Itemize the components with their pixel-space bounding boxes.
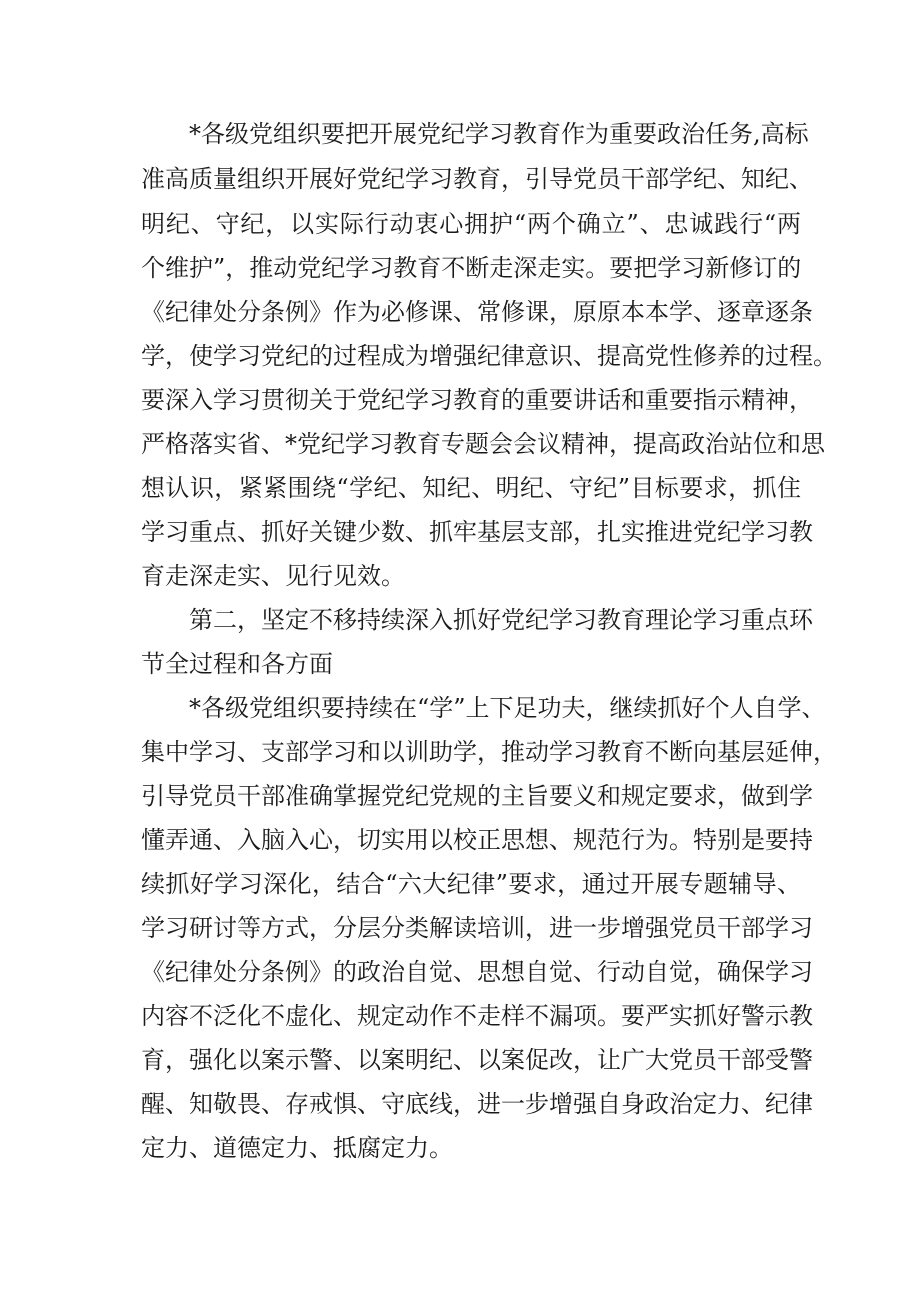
paragraph-line: 集中学习、支部学习和以训助学，推动学习教育不断向基层延伸， <box>141 738 837 766</box>
paragraph-line: 想认识，紧紧围绕“学纪、知纪、明纪、守纪”目标要求，抓住 <box>141 474 801 502</box>
paragraph-line: 学，使学习党纪的过程成为增强纪律意识、提高党性修养的过程。 <box>141 342 837 370</box>
paragraph-line: 学习研讨等方式，分层分类解读培训，进一步增强党员干部学习 <box>141 914 813 942</box>
paragraph-line: 懂弄通、入脑入心，切实用以校正思想、规范行为。特别是要持 <box>141 826 813 854</box>
paragraph-line: 个维护”，推动党纪学习教育不断走深走实。要把学习新修订的 <box>141 254 802 282</box>
paragraph-line: 明纪、守纪，以实际行动衷心拥护“两个确立”、忠诚践行“两 <box>141 210 801 238</box>
paragraph-line: 育走深走实、见行见效。 <box>141 562 405 590</box>
paragraph-line: 内容不泛化不虚化、规定动作不走样不漏项。要严实抓好警示教 <box>141 1002 813 1030</box>
paragraph-line: 育，强化以案示警、以案明纪、以案促改，让广大党员干部受警 <box>141 1046 813 1074</box>
paragraph-line: 醒、知敬畏、存戒惧、守底线，进一步增强自身政治定力、纪律 <box>141 1090 813 1118</box>
paragraph-line: 严格落实省、*党纪学习教育专题会会议精神，提高政治站位和思 <box>141 430 825 458</box>
section-heading-line: 节全过程和各方面 <box>141 650 333 678</box>
paragraph-line: 续抓好学习深化，结合“六大纪律”要求，通过开展专题辅导、 <box>141 870 801 898</box>
paragraph-line: 定力、道德定力、抵腐定力。 <box>141 1134 453 1162</box>
paragraph-line: 要深入学习贯彻关于党纪学习教育的重要讲话和重要指示精神， <box>141 386 813 414</box>
paragraph-line: *各级党组织要把开展党纪学习教育作为重要政治任务,高标 <box>189 120 809 148</box>
paragraph-line: 学习重点、抓好关键少数、抓牢基层支部，扎实推进党纪学习教 <box>141 518 813 546</box>
paragraph-line: 准高质量组织开展好党纪学习教育，引导党员干部学纪、知纪、 <box>141 165 813 193</box>
section-heading-line: 第二，坚定不移持续深入抓好党纪学习教育理论学习重点环 <box>189 606 813 634</box>
paragraph-line: 引导党员干部准确掌握党纪党规的主旨要义和规定要求，做到学 <box>141 782 813 810</box>
paragraph-line: *各级党组织要持续在“学”上下足功夫，继续抓好个人自学、 <box>189 694 826 722</box>
paragraph-line: 《纪律处分条例》作为必修课、常修课，原原本本学、逐章逐条 <box>141 298 813 326</box>
paragraph-line: 《纪律处分条例》的政治自觉、思想自觉、行动自觉，确保学习 <box>141 958 813 986</box>
